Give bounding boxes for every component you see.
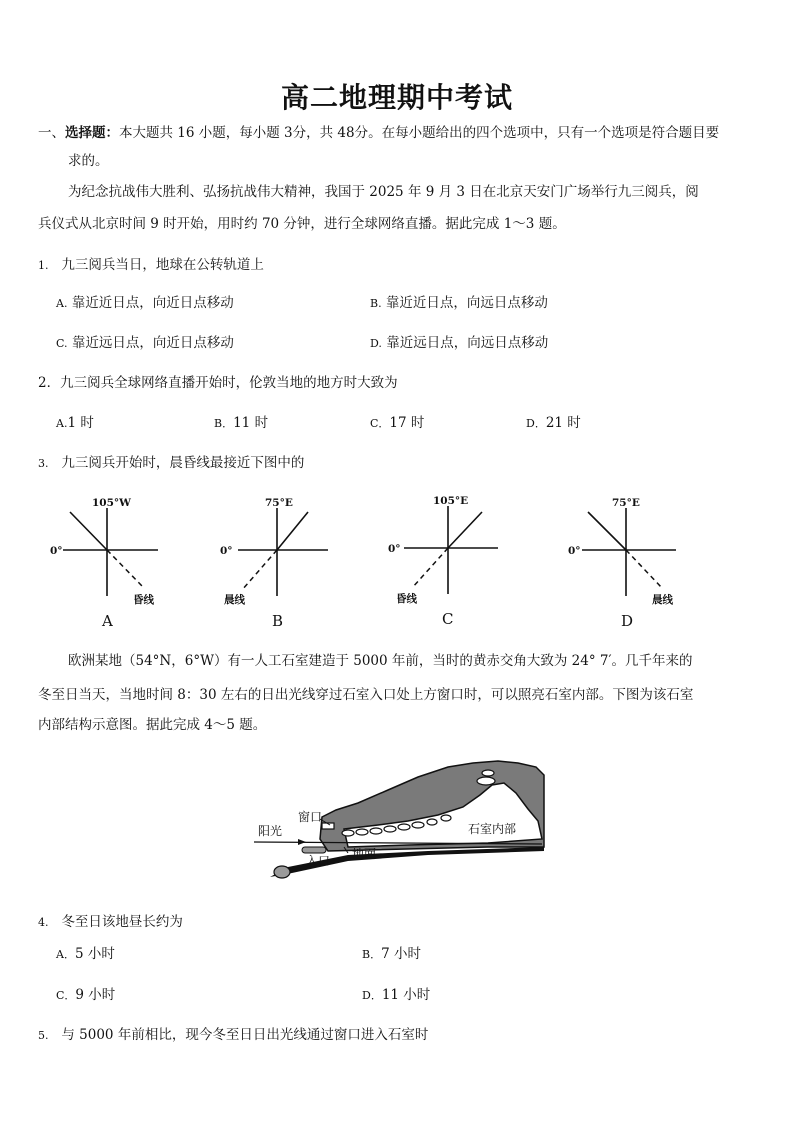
diagram-c-terminator-line (412, 548, 448, 588)
q1-option-b: B. 靠近近日点，向远日点移动 (370, 295, 548, 311)
diagram-b-meridian-label: 75°E (265, 497, 293, 509)
q4-stem: 冬至日该地昼长约为 (61, 914, 183, 930)
passage2-line3: 内部结构示意图。据此完成 4～5 题。 (38, 717, 267, 733)
diagram-d-line-label: 晨线 (652, 594, 673, 606)
q4-option-c: C．9 小时 (56, 987, 116, 1003)
q2-option-a: A.1 时 (56, 415, 94, 431)
label-window: 窗口 (298, 810, 323, 824)
q5-stem: 与 5000 年前相比，现今冬至日日出光线通过窗口进入石室时 (61, 1027, 429, 1043)
diagram-a-line-label: 昏线 (133, 594, 154, 606)
q3-stem: 九三阅兵开始时，晨昏线最接近下图中的 (61, 455, 305, 471)
diagram-b-terminator-line (242, 550, 277, 590)
diagram-d-parallel-label: 0° (568, 545, 581, 557)
section-prefix: 一、 (38, 125, 65, 141)
question-4 (38, 913, 183, 932)
q2-option-b: B．11 时 (214, 415, 269, 431)
question-2 (38, 374, 398, 392)
label-entrance: 入口 (306, 854, 331, 868)
section-text-line2: 求的。 (68, 153, 109, 169)
q4-option-d: D．11 小时 (362, 987, 431, 1003)
diagram-d-letter: D (621, 612, 634, 630)
diagram-a (40, 488, 180, 633)
passage2-line1: 欧洲某地（54°N，6°W）有一人工石室建造于 5000 年前，当时的黄赤交角大致为 24° 7′。几千年来的 (68, 653, 693, 669)
q2-option-c: C．17 时 (370, 415, 425, 431)
diagram-a-parallel-label: 0° (50, 545, 63, 557)
page-title: 高二地理期中考试 (280, 81, 513, 114)
passage1-line2: 兵仪式从北京时间 9 时开始，用时约 70 分钟，进行全球网络直播。据此完成 1～3 题。 (38, 216, 566, 232)
q2-stem: 九三阅兵全球网络直播开始时，伦敦当地的地方时大致为 (60, 375, 398, 391)
q1-option-d: D. 靠近远日点，向远日点移动 (370, 335, 549, 351)
diagram-c-letter: C (442, 610, 454, 628)
section-header (38, 124, 719, 142)
diagram-d-terminator-line (626, 550, 662, 588)
passage1-line1: 为纪念抗战伟大胜利、弘扬抗战伟大精神，我国于 2025 年 9 月 3 日在北京天安门广场举行九三阅兵，阅 (68, 184, 699, 200)
q3-number: 3. (38, 457, 49, 470)
question-3 (38, 454, 304, 473)
stone-chamber-figure (248, 755, 548, 885)
diagram-d (560, 488, 700, 633)
diagram-c-parallel-label: 0° (388, 543, 401, 555)
diagram-c (378, 488, 518, 633)
diagram-a-terminator-line (107, 550, 142, 586)
question-1 (38, 256, 264, 275)
q2-option-d: D．21 时 (526, 415, 581, 431)
passage2-line2: 冬至日当天，当地时间 8：30 左右的日出光线穿过石室入口处上方窗口时，可以照亮石室内部。下图为该石室 (38, 687, 694, 703)
section-label: 选择题： (65, 125, 119, 141)
entrance-slab (302, 847, 326, 853)
q1-option-a: A. 靠近近日点，向近日点移动 (56, 295, 234, 311)
q1-option-c: C. 靠近远日点，向近日点移动 (56, 335, 234, 351)
q4-number: 4. (38, 916, 49, 929)
label-sunlight: 阳光 (258, 824, 283, 838)
diagram-b (210, 488, 350, 633)
diagram-a-letter: A (102, 612, 113, 630)
q1-stem: 九三阅兵当日，地球在公转轨道上 (61, 257, 264, 273)
diagram-d-meridian-label: 75°E (612, 497, 640, 509)
question-5 (38, 1026, 428, 1045)
diagram-c-line-label: 昏线 (396, 593, 417, 605)
sunlight-arrow-icon (298, 839, 306, 845)
diagram-b-letter: B (272, 612, 284, 630)
q4-option-b: B．7 小时 (362, 946, 421, 962)
diagram-b-line-label: 晨线 (224, 594, 245, 606)
diagram-d-solid-segment (588, 512, 626, 550)
diagram-c-meridian-label: 105°E (433, 495, 469, 507)
q2-number: 2． (38, 375, 61, 391)
label-ground: 地面 (352, 847, 377, 861)
label-interior: 石室内部 (468, 822, 517, 836)
q1-number: 1. (38, 259, 49, 272)
q5-number: 5. (38, 1029, 49, 1042)
boulder (274, 866, 290, 878)
diagram-b-parallel-label: 0° (220, 545, 233, 557)
diagram-a-solid-segment (70, 512, 107, 550)
diagram-b-solid-segment (277, 512, 308, 550)
diagram-c-solid-segment (448, 512, 482, 548)
q4-option-a: A．5 小时 (56, 946, 115, 962)
section-text-line1: 本大题共 16 小题，每小题 3分，共 48分。在每小题给出的四个选项中，只有一个选项是符合题目要 (119, 125, 720, 141)
diagram-a-meridian-label: 105°W (92, 497, 131, 509)
